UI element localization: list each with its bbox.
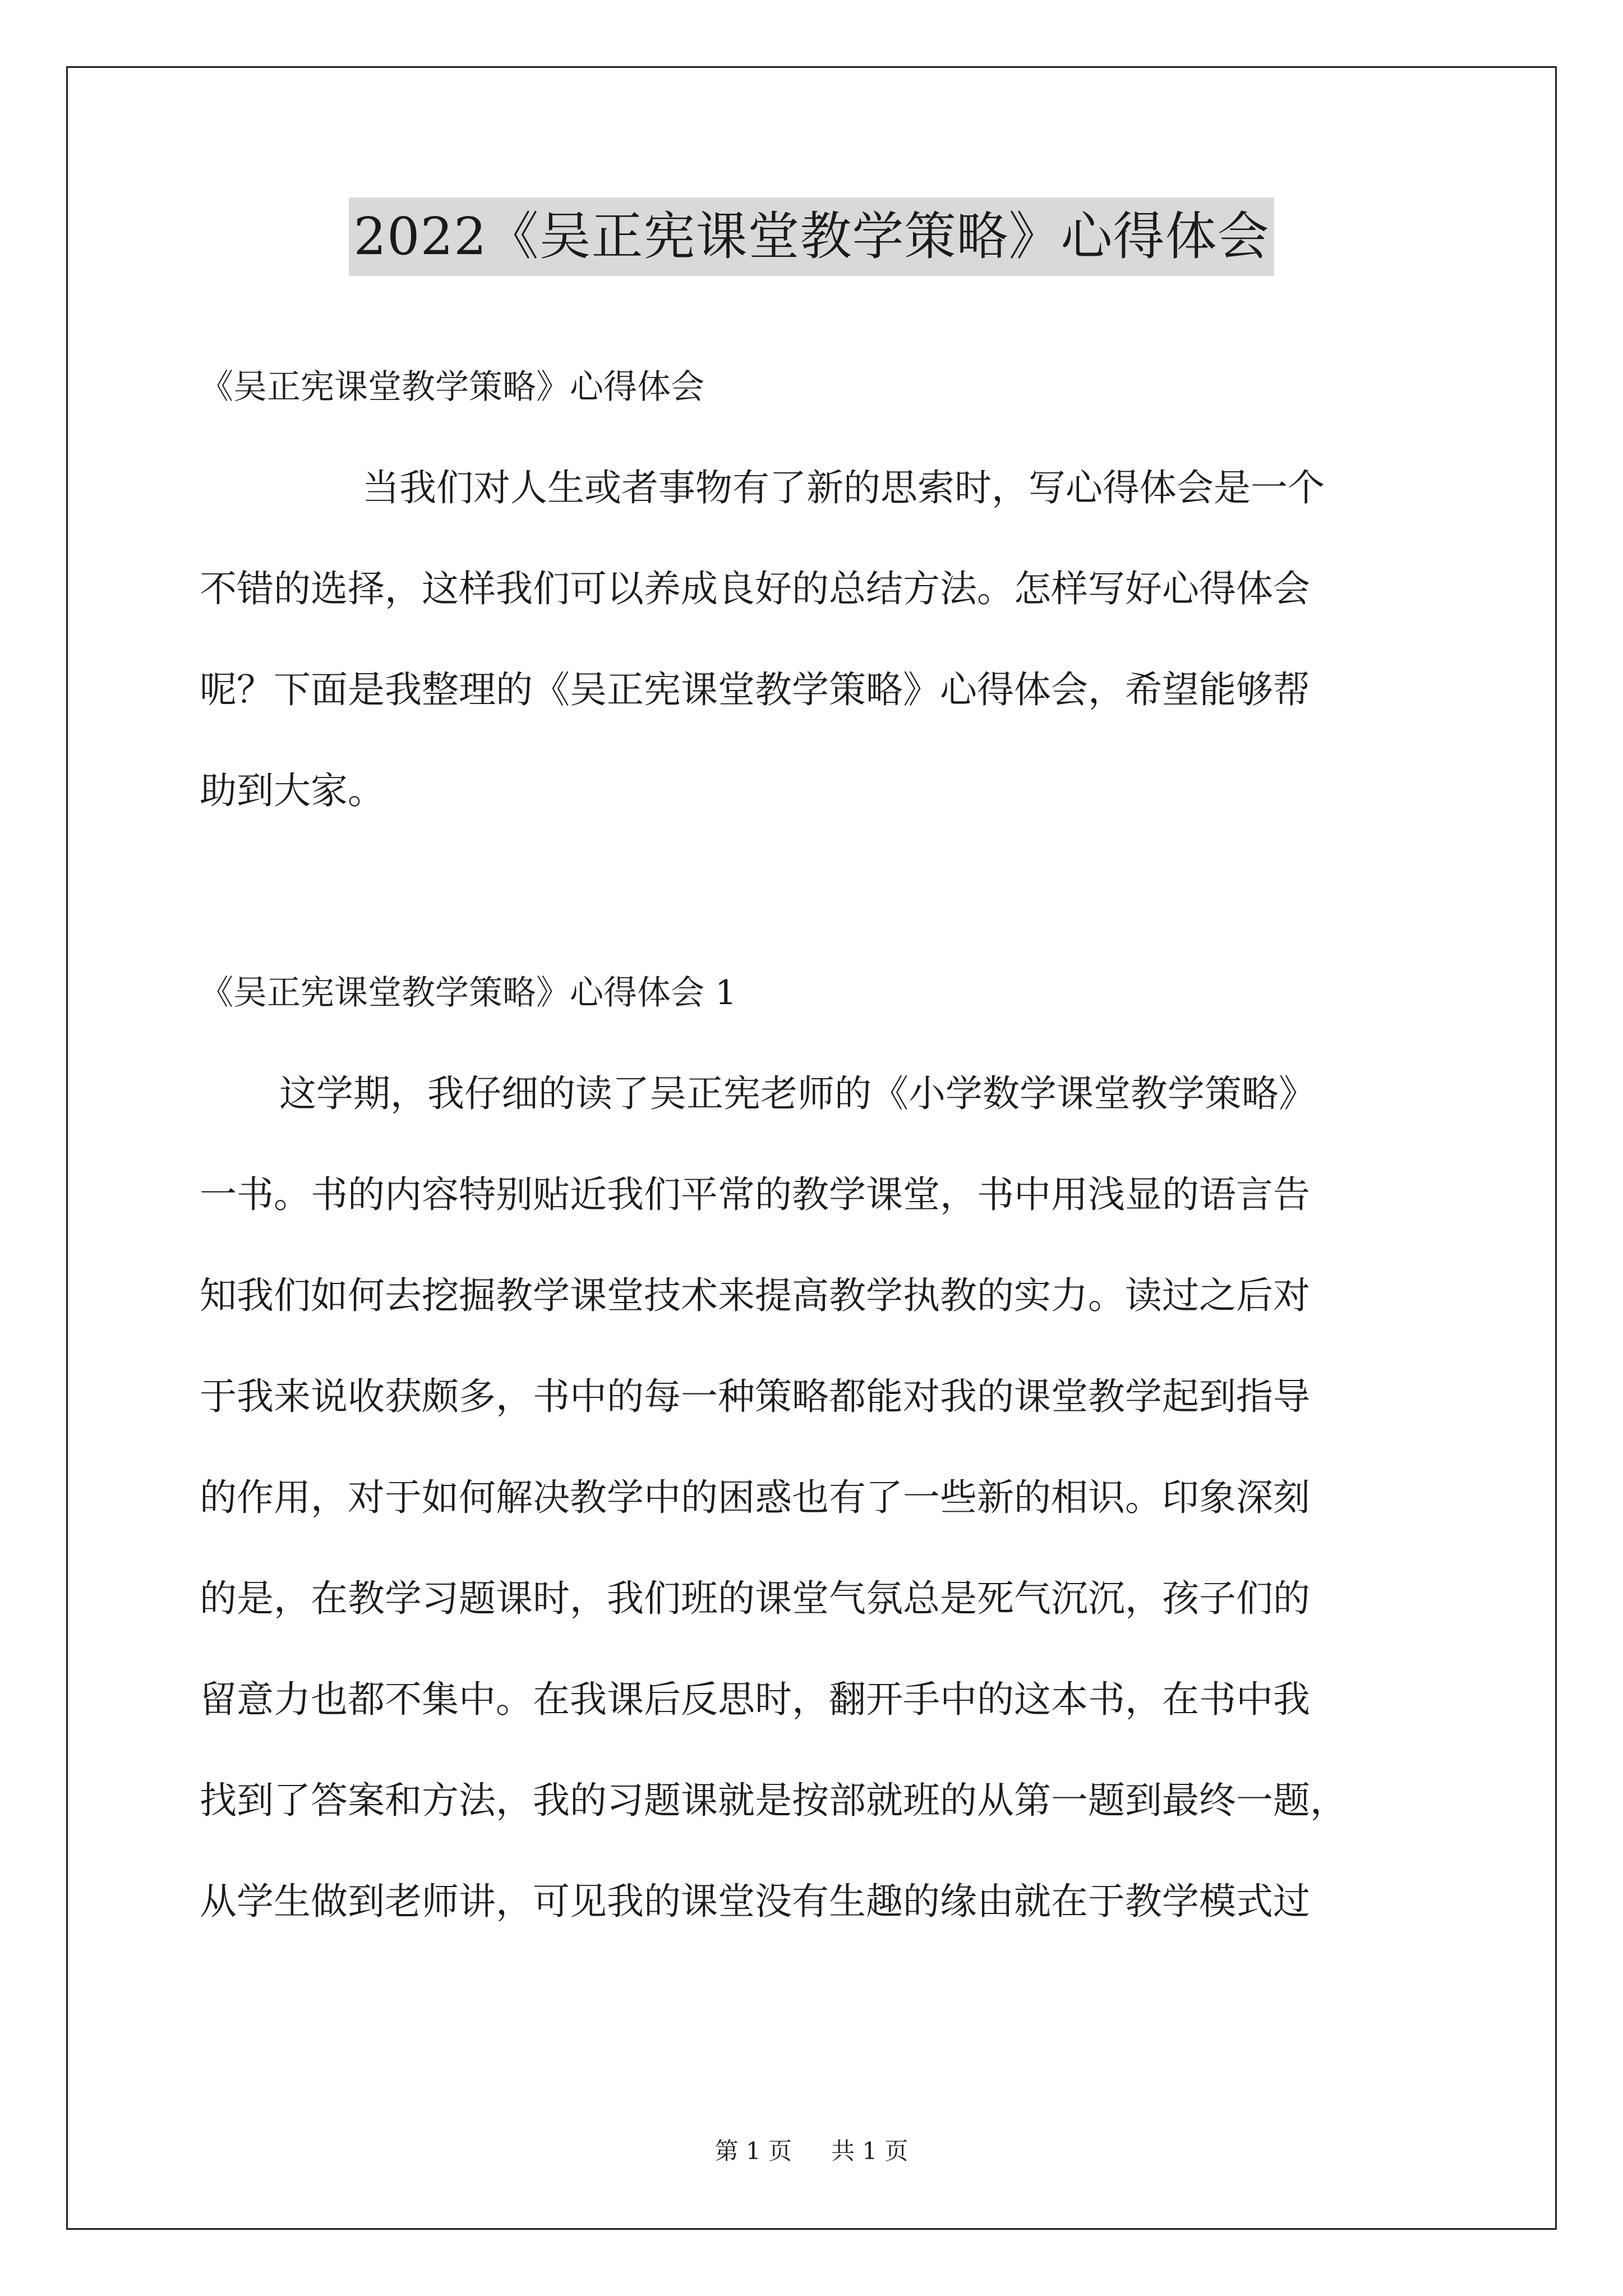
paragraph-line: 呢？下面是我整理的《吴正宪课堂教学策略》心得体会，希望能够帮	[200, 668, 1310, 711]
document-title: 2022《吴正宪课堂教学策略》心得体会	[349, 197, 1274, 276]
paragraph-line: 留意力也都不集中。在我课后反思时，翻开手中的这本书，在书中我	[200, 1678, 1310, 1721]
paragraph-line: 找到了答案和方法，我的习题课就是按部就班的从第一题到最终一题，	[200, 1779, 1347, 1822]
paragraph-line: 于我来说收获颇多，书中的每一种策略都能对我的课堂教学起到指导	[200, 1375, 1310, 1418]
paragraph-gap	[200, 841, 1439, 942]
paragraph-line: 一书。书的内容特别贴近我们平常的教学课堂，书中用浅显的语言告	[200, 1173, 1310, 1216]
page-number-current: 第 1 页	[714, 2137, 792, 2165]
section-heading: 《吴正宪课堂教学策略》心得体会 1	[200, 973, 737, 1013]
paragraph-line: 的作用，对于如何解决教学中的困惑也有了一些新的相识。印象深刻	[200, 1476, 1310, 1519]
intro-heading: 《吴正宪课堂教学策略》心得体会	[200, 367, 704, 407]
paragraph-line: 这学期，我仔细的读了吴正宪老师的《小学数学课堂教学策略》	[279, 1072, 1316, 1115]
paragraph-line: 从学生做到老师讲，可见我的课堂没有生趣的缘由就在于教学模式过	[200, 1880, 1310, 1923]
paragraph-line: 不错的选择，这样我们可以养成良好的总结方法。怎样写好心得体会	[200, 567, 1310, 610]
page-footer	[0, 2134, 1623, 2168]
paragraph-line: 助到大家。	[200, 769, 385, 812]
paragraph-line: 当我们对人生或者事物有了新的思索时，写心得体会是一个	[362, 466, 1325, 509]
title-container	[0, 197, 1623, 276]
paragraph-line: 知我们如何去挖掘教学课堂技术来提高教学执教的实力。读过之后对	[200, 1274, 1310, 1317]
page-number-total: 共 1 页	[831, 2137, 909, 2165]
paragraph-line: 的是，在教学习题课时，我们班的课堂气氛总是死气沉沉，孩子们的	[200, 1577, 1310, 1620]
document-body	[200, 337, 1439, 1952]
